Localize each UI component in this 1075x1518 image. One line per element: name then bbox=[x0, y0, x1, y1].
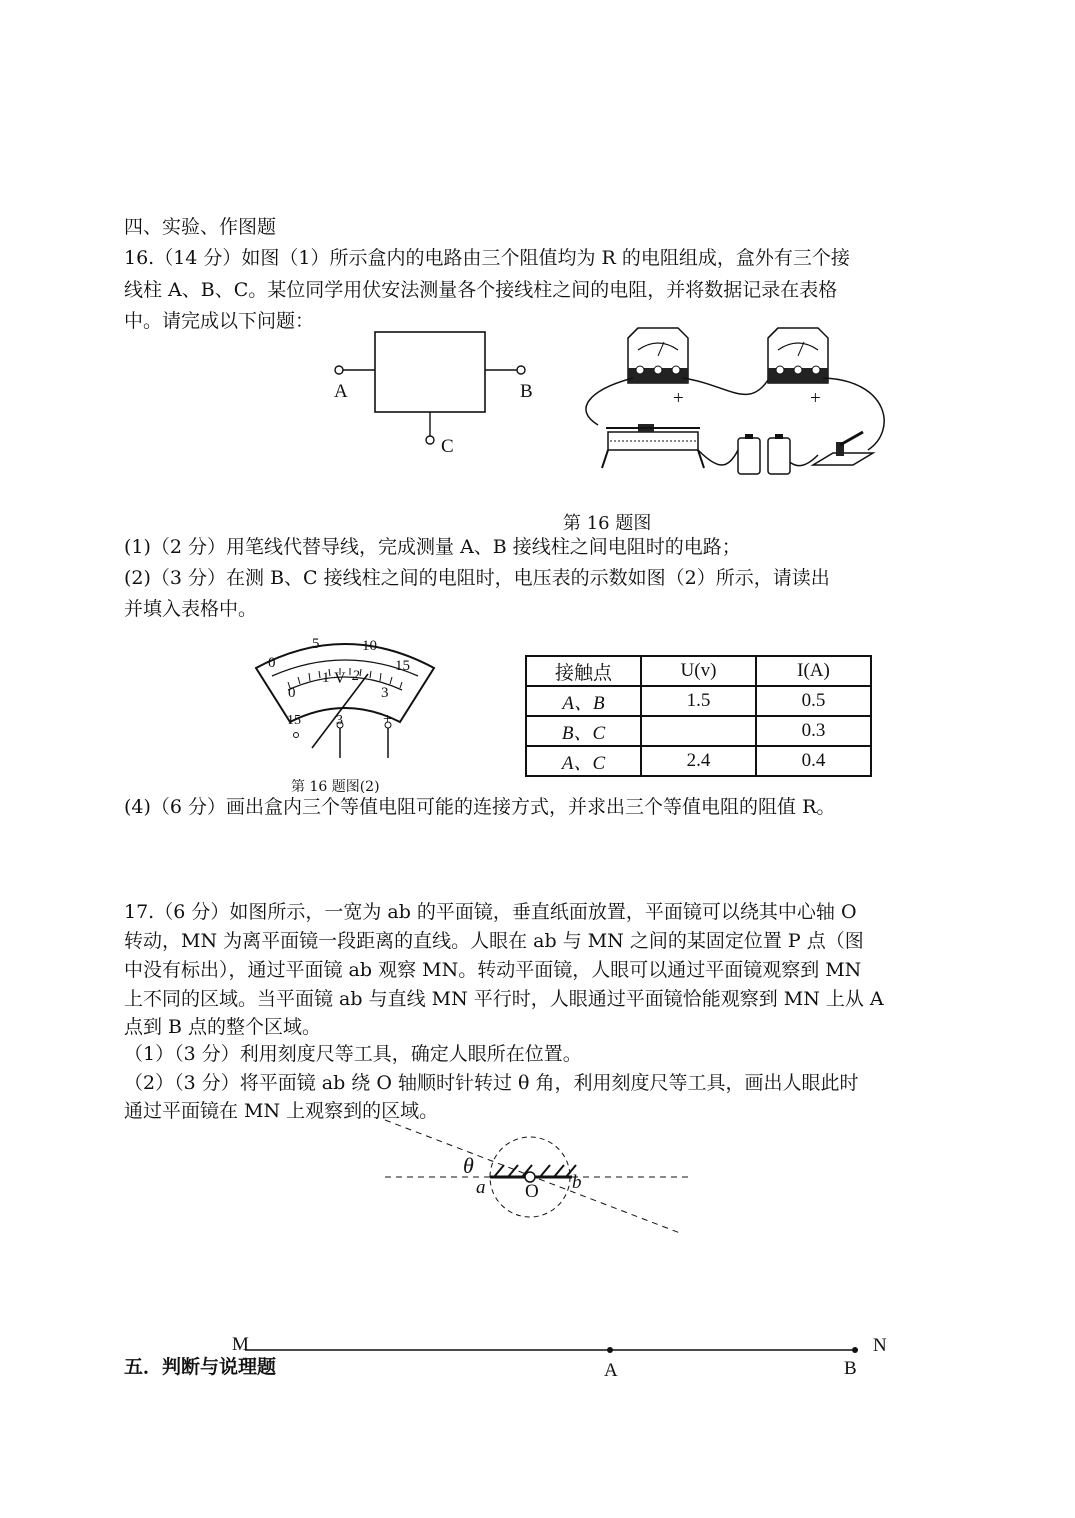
dial-lower-tick-1: 1 bbox=[322, 670, 330, 686]
figure-16-2-caption: 第 16 题图(2) bbox=[291, 779, 380, 795]
q17-sub-2-line-1: （2）（3 分）将平面镜 ab 绕 O 轴顺时针转过 θ 角，利用刻度尺等工具，画出人眼此时 bbox=[124, 1072, 859, 1094]
measurement-table bbox=[525, 655, 872, 777]
terminal-plus-label: + bbox=[383, 711, 393, 728]
dial-unit-label: V bbox=[334, 670, 346, 687]
terminal-b-label: B bbox=[520, 381, 533, 402]
battery-icon bbox=[738, 434, 790, 474]
q17-sub-2-line-2: 通过平面镜在 MN 上观察到的区域。 bbox=[124, 1100, 439, 1122]
table-cell-contact: A、C bbox=[526, 746, 641, 776]
q17-line-3: 中没有标出），通过平面镜 ab 观察 MN。转动平面镜，人眼可以通过平面镜观察到 MN bbox=[124, 959, 862, 981]
table-cell-voltage-blank[interactable] bbox=[641, 716, 756, 746]
table-cell-current: 0.4 bbox=[756, 746, 871, 776]
meter-1-plus-label: + bbox=[673, 388, 684, 409]
mirror-diagram bbox=[380, 1115, 700, 1240]
voltmeter-device-icon bbox=[628, 328, 688, 383]
q16-sub-4: (4)（6 分）画出盒内三个等值电阻可能的连接方式，并求出三个等值电阻的阻值 R。 bbox=[124, 796, 836, 818]
dial-lower-tick-2: 2 bbox=[352, 668, 360, 684]
terminal-box-diagram bbox=[320, 325, 550, 465]
section-5-title: 五．判断与说理题 bbox=[124, 1356, 277, 1378]
q17-line-5: 点到 B 点的整个区域。 bbox=[124, 1016, 322, 1038]
mirror-o-label: O bbox=[525, 1181, 539, 1202]
table-header-row bbox=[526, 656, 871, 686]
table-cell-contact: A、B bbox=[526, 686, 641, 716]
q16-line-2: 线柱 A、B、C。某位同学用伏安法测量各个接线柱之间的电阻，并将数据记录在表格 bbox=[124, 279, 838, 301]
q17-line-2: 转动，MN 为离平面镜一段距离的直线。人眼在 ab 与 MN 之间的某固定位置 P 点（图 bbox=[124, 930, 864, 952]
table-header: U(v) bbox=[641, 656, 756, 686]
dial-lower-tick-0: 0 bbox=[288, 685, 296, 701]
table-row bbox=[526, 746, 871, 776]
q16-line-1: 16.（14 分）如图（1）所示盒内的电路由三个阻值均为 R 的电阻组成，盒外有三个接 bbox=[124, 247, 850, 269]
dial-upper-tick-0: 0 bbox=[268, 655, 276, 671]
terminal-3-label: 3 bbox=[336, 713, 343, 728]
q16-sub-1: (1)（2 分）用笔线代替导线，完成测量 A、B 接线柱之间电阻时的电路； bbox=[124, 536, 741, 558]
q16-line-3: 中。请完成以下问题： bbox=[124, 310, 315, 332]
table-cell-voltage: 1.5 bbox=[641, 686, 756, 716]
terminal-a-label: A bbox=[334, 381, 348, 402]
table-row bbox=[526, 686, 871, 716]
q16-sub-2-line-1: (2)（3 分）在测 B、C 接线柱之间的电阻时，电压表的示数如图（2）所示，请读出 bbox=[124, 567, 830, 589]
table-header: I(A) bbox=[756, 656, 871, 686]
theta-label: θ bbox=[463, 1153, 474, 1178]
apparatus-illustration bbox=[578, 320, 898, 485]
table-cell-current: 0.5 bbox=[756, 686, 871, 716]
table-cell-current: 0.3 bbox=[756, 716, 871, 746]
meter-2-plus-label: + bbox=[810, 388, 821, 409]
dial-upper-tick-5: 5 bbox=[312, 636, 320, 652]
figure-16-caption: 第 16 题图 bbox=[563, 513, 652, 534]
mirror-a-label: a bbox=[476, 1177, 486, 1198]
knife-switch-icon bbox=[813, 432, 873, 465]
table-cell-contact: B、C bbox=[526, 716, 641, 746]
dial-upper-tick-10: 10 bbox=[362, 638, 377, 654]
q17-line-1: 17.（6 分）如图所示，一宽为 ab 的平面镜，垂直纸面放置，平面镜可以绕其中心轴 O bbox=[124, 901, 857, 923]
mirror-b-label: b bbox=[572, 1172, 582, 1193]
point-n-label: N bbox=[873, 1335, 887, 1356]
rheostat-icon bbox=[602, 424, 704, 468]
table-header: 接触点 bbox=[526, 656, 641, 686]
q16-sub-2-line-2: 并填入表格中。 bbox=[124, 598, 258, 620]
terminal-c-label: C bbox=[441, 436, 454, 457]
q17-line-4: 上不同的区域。当平面镜 ab 与直线 MN 平行时，人眼通过平面镜恰能观察到 MN 上从 A bbox=[124, 988, 884, 1010]
table-cell-voltage: 2.4 bbox=[641, 746, 756, 776]
point-b-label: B bbox=[844, 1358, 857, 1379]
point-m-label: M bbox=[232, 1334, 249, 1355]
line-mn bbox=[240, 1342, 870, 1358]
table-row bbox=[526, 716, 871, 746]
dial-lower-tick-3: 3 bbox=[381, 685, 389, 701]
voltmeter-dial bbox=[250, 630, 440, 760]
terminal-15-label: 15 bbox=[287, 713, 301, 728]
ammeter-device-icon bbox=[768, 328, 828, 383]
point-a-label: A bbox=[604, 1360, 618, 1381]
q17-sub-1: （1）（3 分）利用刻度尺等工具，确定人眼所在位置。 bbox=[124, 1043, 582, 1065]
section-4-title: 四、实验、作图题 bbox=[124, 216, 277, 238]
dial-upper-tick-15: 15 bbox=[395, 658, 410, 674]
